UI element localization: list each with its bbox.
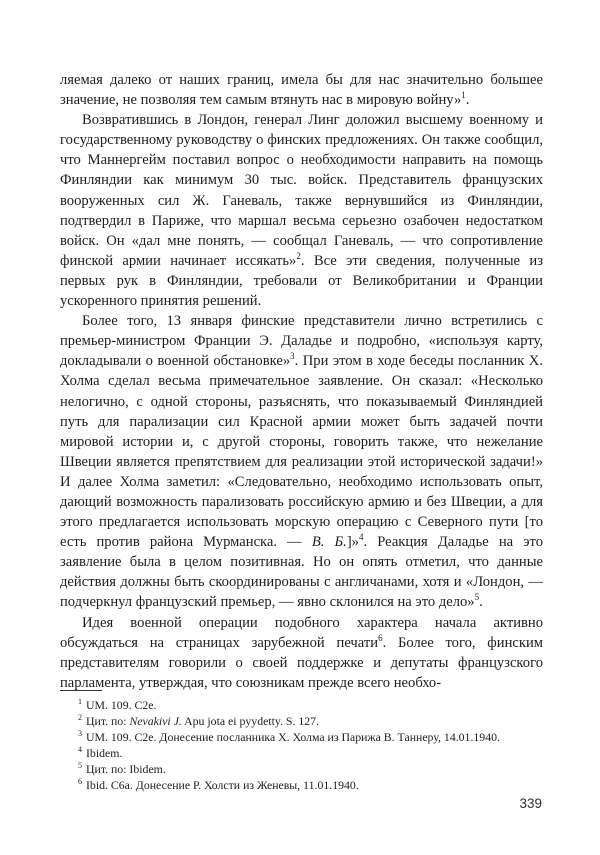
footnote: [60, 730, 543, 746]
footnote-ref: 3: [290, 351, 295, 362]
italic-text: В. Б.: [311, 534, 347, 551]
text-run: Более того, 13 января финские представители лично встретились с премьер-министром Франции Э. Даладье и подробно, «используя карту, докладывали о военной обстановке»: [60, 313, 543, 370]
text-run: Цит. по:: [86, 713, 130, 728]
text-run: UM. 109. C2e. Донесение посланника Х. Холма из Парижа В. Таннеру, 14.01.1940.: [86, 729, 500, 744]
text-run: Идея военной операции подобного характера начала активно обсуждаться на страницах зарубежной печати: [60, 614, 543, 651]
main-text-block: [60, 70, 543, 693]
text-run: .: [479, 594, 483, 611]
footnote: [60, 778, 543, 794]
footnote-number: 2: [78, 712, 82, 722]
footnote-number: 1: [78, 697, 82, 707]
footnote-ref: 2: [296, 250, 301, 261]
footnotes: [60, 698, 543, 793]
text-run: Ibid. C6a. Донесение Р. Холсти из Женевы, 11.01.1940.: [86, 777, 359, 792]
footnote-number: 3: [78, 728, 82, 738]
footnote-ref: 5: [474, 592, 480, 603]
text-run: UM. 109. C2e.: [86, 698, 157, 712]
paragraph: [60, 613, 543, 693]
italic-text: Nevakivi J.: [129, 713, 182, 728]
text-run: ляемая далеко от наших границ, имела бы для нас значительно большее значение, не позволяя тем самым втянуть нас в мировую войну»: [60, 72, 543, 109]
footnote-number: 5: [78, 760, 82, 770]
text-run: Возвратившись в Лондон, генерал Линг доложил высшему военному и государственному руководству о финских предложениях. Он также сообщил, что Маннергейм поставил вопрос о необходимости направить на помощь Финляндии как минимум 30 тыс. войск. Представитель французских вооруженных сил Ж. Ганеваль, также вернувшийся из Финляндии, подтвердил в Париже, что маршал весьма серьезно озабочен недостатком войск. Он «дал мне понять, — сообщал Ганеваль, — что сопротивление финской армии начинает иссякать»: [60, 112, 543, 269]
text-run: . Все эти сведения, полученные из первых рук в Финляндии, требовали от Великобритании и Франции ускоренного принятия решений.: [60, 252, 543, 310]
footnote: [60, 762, 543, 778]
page-number: 339: [519, 796, 542, 811]
paragraph: [60, 311, 543, 612]
text-run: Ibidem.: [86, 745, 123, 760]
paragraph: [60, 70, 543, 110]
text-run: . Более того, финским представителям говорили о своей поддержке и депутаты французского парламента, утверждая, что союзникам прежде всего необхо-: [60, 634, 543, 691]
text-run: Цит. по: Ibidem.: [86, 761, 166, 776]
footnote-divider: [60, 690, 102, 691]
footnote: [60, 714, 543, 730]
text-run: . Реакция Даладье на это заявление была в целом позитивная. Но он опять отметил, что данные действия должны быть скоординированы с англичанами, хотя и «Лондон, — подчеркнул французский премьер, — явно склонился на это дело»: [60, 534, 543, 611]
footnote-number: 4: [78, 744, 82, 754]
footnote: [60, 698, 543, 714]
footnote: [60, 746, 543, 762]
footnote-ref: 6: [378, 632, 383, 643]
text-run: Apu jota ei pyydetty. S. 127.: [181, 713, 320, 728]
footnote-ref: 1: [461, 90, 466, 101]
footnote-ref: 4: [358, 532, 364, 543]
text-run: . При этом в ходе беседы посланник Х. Холма сделал весьма примечательное заявление. Он сказал: «Несколько нелогично, с одной стороны, разъяснять, что показываемый Финляндией путь для парализации сил Красной армии может быть задачей почти мировой истории и, с другой стороны, говорить также, что нежелание Швеции является препятствием для реализации этой исторической задачи!» И далее Холма заметил: «Следовательно, необходимо использовать опыт, дающий возможность парализовать российскую армию и без Швеции, а для этого предлагается использовать морскую операцию с Северного пути [то есть против района Мурманска. —: [60, 353, 543, 551]
footnote-number: 6: [78, 776, 82, 786]
text-run: .: [465, 92, 470, 109]
paragraph: [60, 110, 543, 311]
text-run: ]»: [346, 534, 359, 551]
body-text: [60, 70, 543, 693]
